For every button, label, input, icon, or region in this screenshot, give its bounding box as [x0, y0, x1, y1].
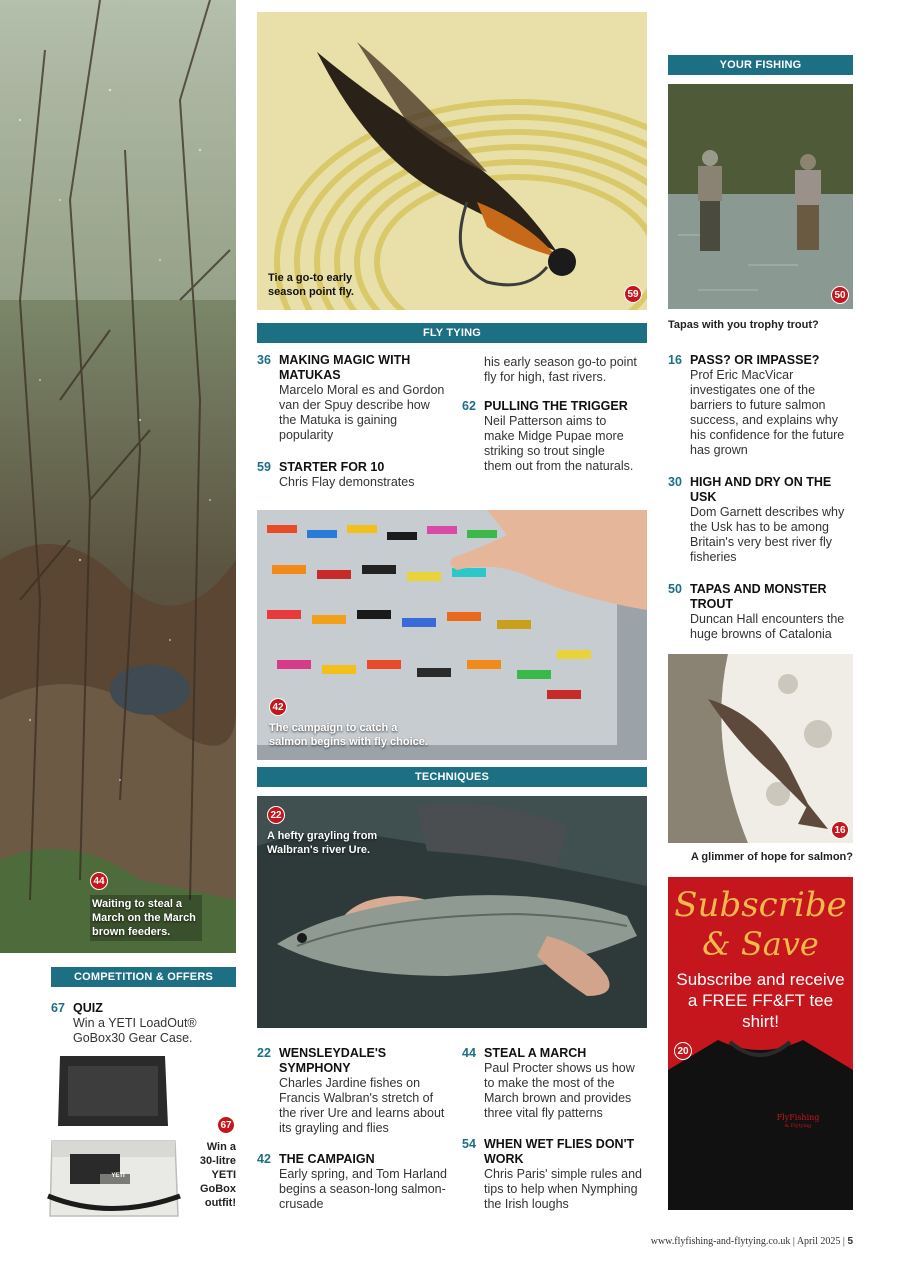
article-summary: Prof Eric MacVicar investigates one of the barriers to future salmon success, and explains why his confidence for the future has grown	[690, 368, 845, 457]
woodland-photo	[0, 0, 236, 953]
river-anglers-photo	[668, 84, 853, 309]
photo-caption: Tie a go-to early season point fly.	[268, 272, 354, 298]
photo-caption: A hefty grayling from Walbran's river Ure.	[267, 830, 378, 856]
page-number: 50	[668, 582, 682, 596]
page-badge: 16	[831, 821, 849, 839]
page-number-footer: 5	[847, 1236, 853, 1247]
photo-caption: Tapas with you trophy trout?	[668, 319, 819, 331]
article-67[interactable]	[51, 1001, 236, 1046]
page-number: 67	[51, 1001, 65, 1015]
article-title: STARTER FOR 10	[279, 460, 385, 474]
section-header-fly-tying: FLY TYING	[257, 323, 647, 343]
page-badge: 44	[90, 872, 108, 890]
article-summary: Neil Patterson aims to make Midge Pupae more striking so trout single them out from the naturals.	[484, 414, 634, 473]
article-title: THE CAMPAIGN	[279, 1152, 375, 1166]
article-summary: Chris Paris' simple rules and tips to help when Nymphing the Irish loughs	[484, 1167, 642, 1211]
fly-illustration	[257, 12, 647, 310]
article-59-continued: his early season go-to point fly for high, fast rivers.	[484, 355, 637, 384]
shirt-logo: FlyFishing	[776, 1113, 820, 1122]
page-number: 30	[668, 475, 682, 489]
article-title: PULLING THE TRIGGER	[484, 399, 628, 413]
photo-caption: Waiting to steal a March on the March brown feeders.	[90, 895, 202, 941]
page-number: 44	[462, 1046, 476, 1060]
section-header-your-fishing: YOUR FISHING	[668, 55, 853, 75]
page-badge: 50	[831, 286, 849, 304]
article-title: STEAL A MARCH	[484, 1046, 587, 1060]
salmon-illustration	[668, 654, 853, 843]
subscribe-panel[interactable]	[668, 877, 853, 1210]
article-62[interactable]	[462, 399, 652, 474]
article-title: WHEN WET FLIES DON'T WORK	[484, 1137, 635, 1166]
woodland-illustration	[0, 0, 236, 953]
footer-url[interactable]: www.flyfishing-and-flytying.co.uk	[650, 1236, 791, 1247]
article-44[interactable]	[462, 1046, 652, 1121]
page-number: 42	[257, 1152, 271, 1166]
yeti-case-photo	[40, 1046, 183, 1228]
page-number: 62	[462, 399, 476, 413]
fly-photo	[257, 12, 647, 310]
offer-caption: Win a 30-litre YETI GoBox outfit!	[199, 1141, 236, 1209]
page-number: 59	[257, 460, 271, 474]
section-header-competition: COMPETITION & OFFERS	[51, 967, 236, 987]
flybox-photo	[257, 510, 647, 760]
page-number: 36	[257, 353, 271, 367]
page-badge: 22	[267, 806, 285, 824]
article-54[interactable]	[462, 1137, 652, 1212]
page-badge: 42	[269, 698, 287, 716]
photo-caption: A glimmer of hope for salmon?	[690, 851, 853, 863]
shirt-logo-sub: & Flytying	[784, 1123, 812, 1129]
article-42[interactable]	[257, 1152, 447, 1212]
article-summary: Charles Jardine fishes on Francis Walbran's stretch of the river Ure and learns about its grayling and flies	[279, 1076, 445, 1135]
article-title: QUIZ	[73, 1001, 103, 1015]
article-title: TAPAS AND MONSTER TROUT	[690, 582, 827, 611]
article-title: MAKING MAGIC WITH MATUKAS	[279, 353, 411, 382]
article-summary: Win a YETI LoadOut® GoBox30 Gear Case.	[73, 1016, 197, 1045]
article-22[interactable]	[257, 1046, 447, 1136]
footer-separator: |	[842, 1236, 845, 1247]
article-summary: Chris Flay demonstrates	[279, 475, 415, 489]
page-badge: 67	[217, 1116, 235, 1134]
article-summary: Paul Procter shows us how to make the most of the March brown and provides three vital fly patterns	[484, 1061, 635, 1120]
case-brand-label: YETI	[111, 1173, 125, 1179]
subscribe-script-line1: Subscribe	[674, 885, 847, 925]
article-36[interactable]	[257, 353, 447, 443]
article-30[interactable]	[668, 475, 853, 565]
article-summary: Dom Garnett describes why the Usk has to be among Britain's very best river fly fisheries	[690, 505, 845, 564]
page-number: 16	[668, 353, 682, 367]
article-title: HIGH AND DRY ON THE USK	[690, 475, 832, 504]
gear-case-illustration	[40, 1046, 183, 1228]
footer-separator: |	[792, 1236, 795, 1247]
subscribe-script-line2: & Save	[702, 925, 819, 963]
grayling-photo	[257, 796, 647, 1028]
article-summary: Early spring, and Tom Harland begins a season-long salmon-crusade	[279, 1167, 447, 1211]
section-header-techniques: TECHNIQUES	[257, 767, 647, 787]
page-number: 54	[462, 1137, 476, 1151]
article-title: PASS? OR IMPASSE?	[690, 353, 820, 367]
article-summary: Duncan Hall encounters the huge browns of Catalonia	[690, 612, 845, 641]
article-title: WENSLEYDALE'S SYMPHONY	[279, 1046, 387, 1075]
photo-caption: The campaign to catch a salmon begins with fly choice.	[269, 722, 428, 748]
page-badge: 59	[624, 285, 642, 303]
article-summary: Marcelo Moral es and Gordon van der Spuy describe how the Matuka is gaining popularity	[279, 383, 445, 442]
subscribe-text: Subscribe and receive a FREE FF&FT tee shirt!	[676, 970, 845, 1031]
footer-date: April 2025	[796, 1236, 841, 1247]
page-footer	[651, 1236, 853, 1247]
article-50[interactable]	[668, 582, 853, 642]
article-16[interactable]	[668, 353, 853, 458]
page-badge: 20	[674, 1042, 692, 1060]
leaping-salmon-photo	[668, 654, 853, 843]
river-illustration	[668, 84, 853, 309]
article-59[interactable]	[257, 460, 447, 490]
page-number: 22	[257, 1046, 271, 1060]
